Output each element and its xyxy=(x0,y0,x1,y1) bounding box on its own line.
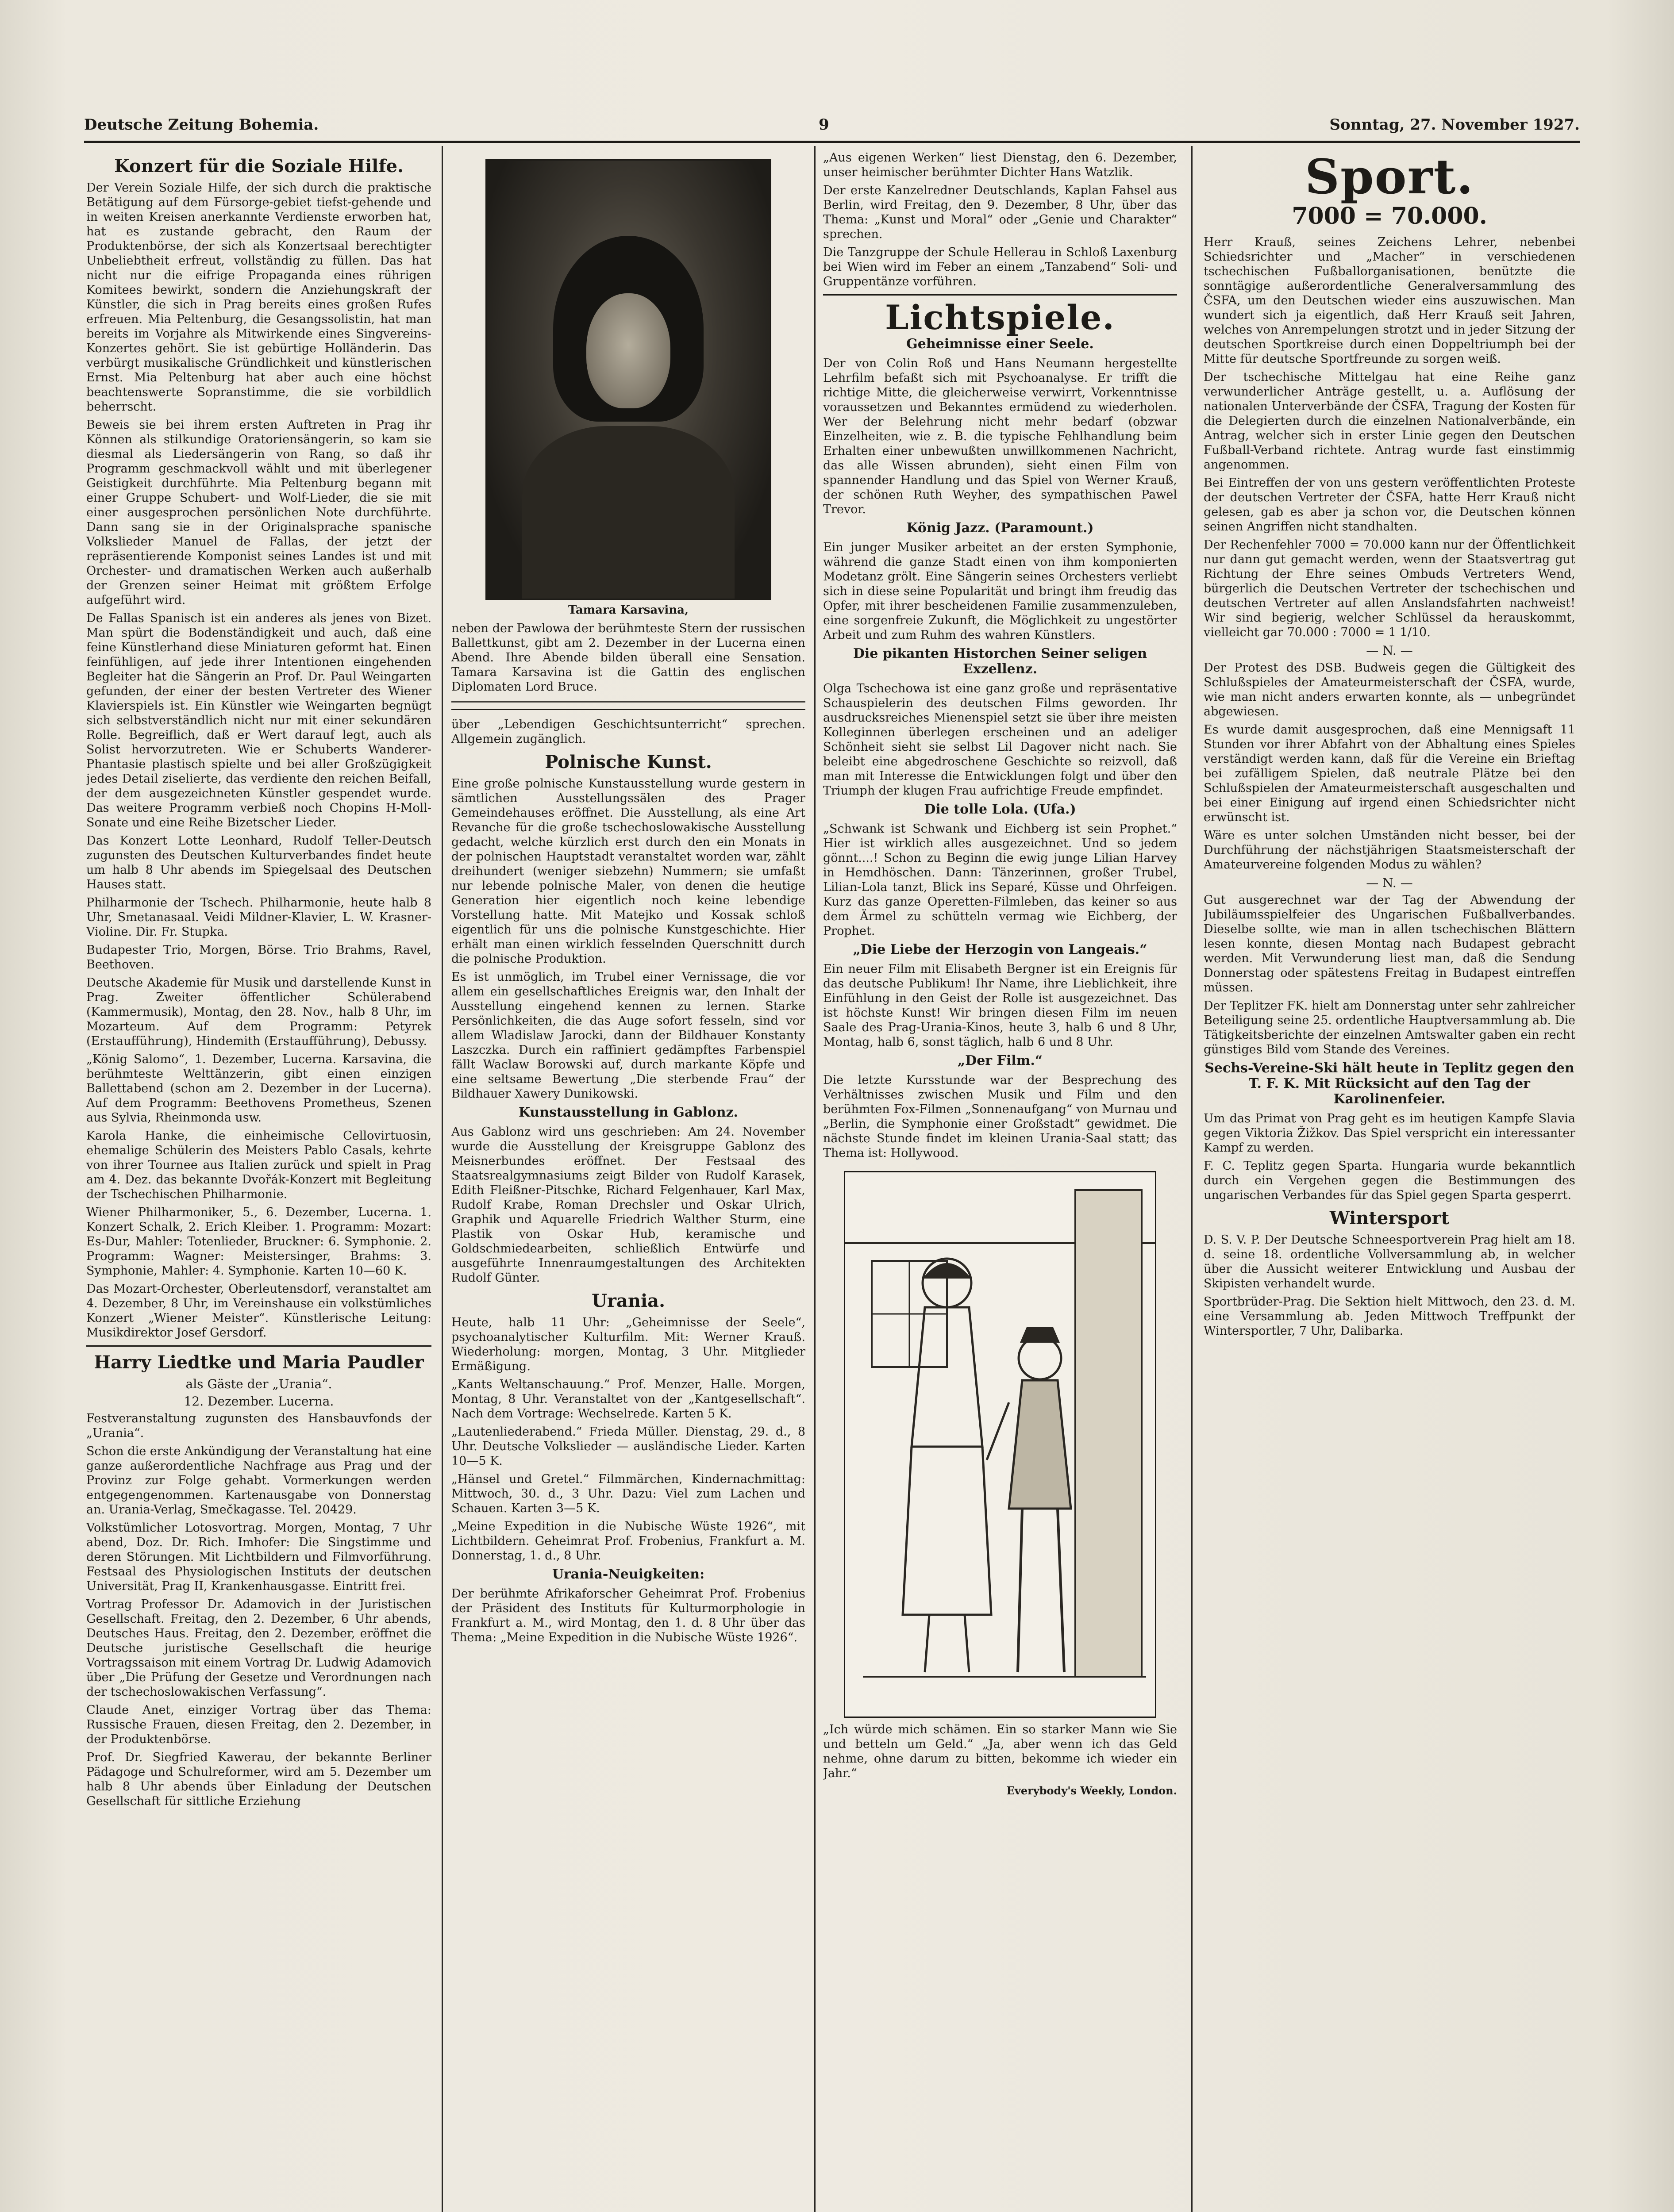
cartoon-drawing xyxy=(845,1172,1155,1717)
column-divider xyxy=(442,146,443,2212)
heading-concert: Konzert für die Soziale Hilfe. xyxy=(114,156,404,177)
notice-item: „Kants Weltanschauung.“ Prof. Menzer, Halle. Morgen, Montag, 8 Uhr. Veranstaltet von der „Kantgesellschaft“. Nach dem Vortrage: Wechselrede. Karten 5 K. xyxy=(451,1378,805,1421)
heading-liedtke: Harry Liedtke und Maria Paudler xyxy=(94,1352,424,1373)
photo-caption: Tamara Karsavina, xyxy=(568,603,689,617)
article-paragraph: Sportbrüder-Prag. Die Sektion hielt Mittwoch, den 23. d. M. eine Versammlung ab. Jeden Mittwoch Treffpunkt der Wintersportler, 7 Uhr, Dalibarka. xyxy=(1204,1295,1575,1338)
notice-item: Budapester Trio, Morgen, Börse. Trio Brahms, Ravel, Beethoven. xyxy=(86,943,431,972)
heading-der-film: „Der Film.“ xyxy=(957,1053,1043,1068)
article-paragraph: Die letzte Kursstunde war der Besprechung des Verhältnisses zwischen Musik und Film und den berühmten Fox-Filmen „Sonnenaufgang“ von Murnau und „Berlin, die Symphonie einer Großstadt“ gewidmet. Die nächste Stunde findet im kleinen Urania-Saal statt; das Thema ist: Hollywood. xyxy=(823,1073,1177,1160)
notice-item: Philharmonie der Tschech. Philharmonie, heute halb 8 Uhr, Smetanasaal. Veidi Mildner-Klavier, L. W. Krasner-Violine. Dir. Fr. Stupka. xyxy=(86,896,431,939)
heading-wintersport: Wintersport xyxy=(1329,1208,1450,1229)
heading-lichtspiele: Lichtspiele. xyxy=(885,298,1115,337)
date-liedtke: 12. Dezember. Lucerna. xyxy=(184,1394,334,1409)
masthead-rule xyxy=(84,141,1580,143)
article-paragraph: über „Lebendigen Geschichtsunterricht“ sprechen. Allgemein zugänglich. xyxy=(451,718,805,746)
article-paragraph: Ein neuer Film mit Elisabeth Bergner ist ein Ereignis für das deutsche Publikum! Ihr Name, ihre Lieblichkeit, ihre Einfühlung in den Geist der Rolle ist ausgezeichnet. Das ist höchste Kunst! Wir bringen diesen Film im neuen Saale des Prag-Urania-Kinos, heute 3, halb 6 und 8 Uhr, Montag, halb 6, sonst täglich, halb 6 und 8 Uhr. xyxy=(823,962,1177,1049)
notice-item: Das Mozart-Orchester, Oberleutensdorf, veranstaltet am 4. Dezember, 8 Uhr, im Vereinshause ein volkstümliches Konzert „Wiener Meister“. Künstlerische Leitung: Musikdirektor Josef Gersdorf. xyxy=(86,1282,431,1340)
notice-item: „Meine Expedition in die Nubische Wüste 1926“, mit Lichtbildern. Geheimrat Prof. Frobenius, Frankfurt a. M. Donnerstag, 1. d., 8 Uhr. xyxy=(451,1520,805,1563)
sport-formula: 7000 = 70.000. xyxy=(1292,203,1487,230)
article-paragraph: Um das Primat von Prag geht es im heutigen Kampfe Slavia gegen Viktoria Žižkov. Das Spiel verspricht ein interessanter Kampf zu werden. xyxy=(1204,1112,1575,1155)
masthead-date: Sonntag, 27. November 1927. xyxy=(1329,116,1580,134)
heading-herzogin: „Die Liebe der Herzogin von Langeais.“ xyxy=(853,942,1147,957)
cartoon-illustration xyxy=(844,1171,1156,1718)
masthead xyxy=(84,116,1580,137)
article-paragraph: Es wurde damit ausgesprochen, daß eine Mennigsaft 11 Stunden vor ihrer Abfahrt von der Abhaltung eines Spieles verständigt werden kann, daß für die Vereine ein Brieftag bei zufälligem Spielen, daß neutrale Plätze bei den Schlußspielen der Amateurmeisterschaft ausgeschalten und bei einer Einigung auf irgend einen Schiedsrichter nicht erwünscht ist. xyxy=(1204,723,1575,824)
notice-item: „Hänsel und Gretel.“ Filmmärchen, Kindernachmittag: Mittwoch, 30. d., 3 Uhr. Dazu: Viel zum Lachen und Schauen. Karten 3—5 K. xyxy=(451,1472,805,1515)
notice-item: Deutsche Akademie für Musik und darstellende Kunst in Prag. Zweiter öffentlicher Schülerabend (Kammermusik), Montag, den 28. Nov., halb 8 Uhr, im Mozarteum. Auf dem Programm: Petyrek (Erstaufführung), Hindemith (Erstaufführung), Debussy. xyxy=(86,976,431,1048)
article-paragraph: Beweis sie bei ihrem ersten Auftreten in Prag ihr Können als stilkundige Oratoriensängerin, so kam sie diesmal als Liedersängerin von Rang, so daß ihr Programm geschmackvoll wählt und mit überlegener Geistigkeit durchführte. Mia Peltenburg begann mit einer Gruppe Schubert- und Wolf-Lieder, die sie mit einer ausgesprochen persönlichen Note durchführte. Dann sang sie in der Originalsprache spanische Volkslieder Manuel de Fallas, der jetzt der repräsentierende Komponist seines Landes ist und mit Orchester- und dramatischen Werken auch außerhalb der Grenzen seiner Heimat mit größtem Erfolge aufgeführt wird. xyxy=(86,418,431,607)
notice-item: Prof. Dr. Siegfried Kawerau, der bekannte Berliner Pädagoge und Schulreformer, wird am 5. Dezember um halb 8 Uhr abends über Einladung der Deutschen Gesellschaft für sittliche Erziehung xyxy=(86,1751,431,1808)
notice-item: „Lautenliederabend.“ Frieda Müller. Dienstag, 29. d., 8 Uhr. Deutsche Volkslieder — ausländische Lieder. Karten 10—5 K. xyxy=(451,1425,805,1468)
article-paragraph: Der Protest des DSB. Budweis gegen die Gültigkeit des Schlußspieles der Amateurmeisterschaft der ČSFA, wurde, wie man nicht anders erwarten konnte, als — unbegründet abgewiesen. xyxy=(1204,661,1575,718)
notice-item: „Aus eigenen Werken“ liest Dienstag, den 6. Dezember, unser heimischer berühmter Dichter Hans Watzlik. xyxy=(823,151,1177,179)
article-paragraph: Der tschechische Mittelgau hat eine Reihe ganz verwunderlicher Anträge gestellt, u. a. Auflösung der nationalen Unterverbände der ČSFA, Tragung der Kosten für die Delegierten durch die einzelnen Nationalverbände, ein Antrag, welcher sich in erster Linie gegen den Deutschen Fußball-Verband richtete. Antrag wurde fast einstimmig angenommen. xyxy=(1204,370,1575,472)
column-divider xyxy=(1191,146,1193,2212)
column-3 xyxy=(823,150,1177,1801)
heading-gablonz: Kunstausstellung in Gablonz. xyxy=(519,1105,738,1120)
subheading-liedtke: als Gäste der „Urania“. xyxy=(185,1377,332,1391)
portrait-face xyxy=(586,293,670,408)
cartoon-credit: Everybody's Weekly, London. xyxy=(1006,1784,1177,1797)
article-paragraph: Wäre es unter solchen Umständen nicht besser, bei der Durchführung der nächstjährigen Staatsmeisterschaft der Amateurvereine folgenden Modus zu wählen? xyxy=(1204,829,1575,872)
article-paragraph: Herr Krauß, seines Zeichens Lehrer, nebenbei Schiedsrichter und „Macher“ in verschiedenen tschechischen Fußballorganisationen, benützte die sonntägige außerordentliche Generalversammlung des ČSFA, um den Deutschen wieder eins auszuwischen. Man wundert sich ja eigentlich, daß Herr Krauß seit Jahren, welches von Anrempelungen strotzt und in jeder Sitzung der deutschen Sportkreise durch einen Doppeltriumph bei der Mitte für deutsche Sportfreunde zu sorgen weiß. xyxy=(1204,235,1575,366)
notice-item: „König Salomo“, 1. Dezember, Lucerna. Karsavina, die berühmteste Welttänzerin, gibt einen einzigen Ballettabend (schon am 2. Dezember in der Lucerna). Auf dem Programm: Beethovens Prometheus, Szenen aus Sylvia, Rheinmonda usw. xyxy=(86,1052,431,1125)
article-paragraph: Der Teplitzer FK. hielt am Donnerstag unter sehr zahlreicher Beteiligung seine 25. ordentliche Hauptversammlung ab. Die Tätigkeitsberichte der einzelnen Amtswalter gaben ein recht günstiges Bild vom Stande des Vereines. xyxy=(1204,999,1575,1056)
notice-item: Das Konzert Lotte Leonhard, Rudolf Teller-Deutsch zugunsten des Deutschen Kulturverbandes findet heute um halb 8 Uhr abends im Spiegelsaal des Deutschen Hauses statt. xyxy=(86,834,431,891)
notice-item: Der berühmte Afrikaforscher Geheimrat Prof. Frobenius der Präsident des Instituts für Kulturmorphologie in Frankfurt a. M., wird Montag, den 1. d. 8 Uhr über das Thema: „Meine Expedition in die Nubische Wüste 1926“. xyxy=(451,1587,805,1644)
notice-item: Karola Hanke, die einheimische Cellovirtuosin, ehemalige Schülerin des Meisters Pablo Casals, kehrte von ihrer Tournee aus Italien zurück und spielt in Prag am 4. Dez. das bekannte Dvořák-Konzert mit Begleitung der Tschechischen Philharmonie. xyxy=(86,1129,431,1201)
article-paragraph: Gut ausgerechnet war der Tag der Abwendung der Jubiläumsspielfeier des Ungarischen Fußballverbandes. Dieselbe sollte, wie man in allen tschechischen Blättern lesen konnte, diesen Montag nach Budapest gebracht werden. Mit Verwunderung liest man, daß die Sendung Donnerstag oder spätestens Freitag in Budapest eintreffen müssen. xyxy=(1204,893,1575,995)
column-1 xyxy=(86,150,431,1812)
section-rule xyxy=(86,1345,431,1347)
article-paragraph: Es ist unmöglich, im Trubel einer Vernissage, die vor allem ein gesellschaftliches Ereignis war, den Inhalt der Ausstellung eingehend kennen zu lernen. Starke Persönlichkeiten, die das Auge sofort fesseln, sind vor allem Wladislaw Jarocki, dann der Bildhauer Konstanty Laszczka. Durch ein raffiniert gedämpftes Farbenspiel fällt Waclaw Borowski auf, durch markante Köpfe und eine seltsame Bewertung „Die sterbende Frau“ der Bildhauer Xawery Dunikowski. xyxy=(451,970,805,1101)
article-paragraph: Der von Colin Roß und Hans Neumann hergestellte Lehrfilm befaßt sich mit Psychoanalyse. Er trifft die richtige Mitte, die gleicherweise verwirrt, Vorkenntnisse voraussetzen und Bekanntes ermüdend zu wiederholen. Wer der Belehrung nicht mehr bedarf (obzwar Einzelheiten, wie z. B. die typische Fehlhandlung beim Erhalten einer unbewußten unwillkommenen Nachricht, das alle Wissen abrunden), sieht einen Film von spannender Handlung und das Spiel von Werner Krauß, der schönen Ruth Weyher, des sympathischen Pawel Trevor. xyxy=(823,357,1177,516)
article-paragraph: Ein junger Musiker arbeitet an der ersten Symphonie, während die ganze Stadt einen von ihm komponierten Modetanz grölt. Eine Sängerin seines Orchesters verliebt sich in diese seine Popularität und bringt ihm freudig das Opfer, mit ihrer bescheidenen Familie zusammenzuleben, eine sorgenfreie Zukunft, die Möglichkeit zu ungestörter Arbeit und zum Ruhm des wahren Künstlers. xyxy=(823,541,1177,642)
cartoon-caption: „Ich würde mich schämen. Ein so starker Mann wie Sie und betteln um Geld.“ „Ja, aber wenn ich das Geld nehme, ohne darum zu bitten, bekomme ich wieder ein Jahr.“ xyxy=(823,1723,1177,1780)
heading-geheimnisse: Geheimnisse einer Seele. xyxy=(906,336,1094,352)
notice-item: Wiener Philharmoniker, 5., 6. Dezember, Lucerna. 1. Konzert Schalk, 2. Erich Kleiber. 1. Programm: Mozart: Es-Dur, Mahler: Totenlieder, Bruckner: 6. Symphonie. 2. Programm: Wagner: Meistersinger, Brahms: 3. Symphonie, Mahler: 4. Symphonie. Karten 10—60 K. xyxy=(86,1206,431,1278)
article-paragraph: Eine große polnische Kunstausstellung wurde gestern in sämtlichen Ausstellungssälen des Prager Gemeindehauses eröffnet. Die Ausstellung, als eine Art Revanche für die große tschechoslowakische Ausstellung gedacht, welche kürzlich erst durch den ein Monats in der polnischen Hauptstadt veranstaltet worden war, zählt dreihundert (weniger siebzehn) Nummern; sie umfaßt nur lebende polnische Maler, von denen die heutige Generation hier eigentlich noch keine lebendige Vorstellung hatte. Mit Matejko und Kossak schloß eigentlich für uns die polnische Kunstgeschichte. Hier erhält man einen wirklich fesselnden Querschnitt durch die polnische Produktion. xyxy=(451,777,805,966)
portrait-photo xyxy=(485,159,771,600)
heading-urania-news: Urania-Neuigkeiten: xyxy=(552,1567,705,1582)
article-paragraph: Der Rechenfehler 7000 = 70.000 kann nur der Öffentlichkeit nur dann gut gemacht werden, wenn der Staatsvertrag gut Richtung der Ehre seines Ombuds Vertreters Wend, bürgerlich die Deutschen Vertreter der tschechischen und deutschen Vertreter auf allen Anslandsfahrten nachweist! Wir sind begierig, welcher Schlüssel da herauskommt, vielleicht gar 70.000 : 7000 = 1 1/10. xyxy=(1204,538,1575,639)
notice-item: Vortrag Professor Dr. Adamovich in der Juristischen Gesellschaft. Freitag, den 2. Dezember, 6 Uhr abends, Deutsches Haus. Freitag, den 2. Dezember, eröffnet die Deutsche juristische Gesellschaft die heurige Vortragssaison mit einem Vortrag Dr. Ludwig Adamovich über „Die Prüfung der Gesetze und Verordnungen nach der tschechoslowakischen Verfassung“. xyxy=(86,1598,431,1699)
article-paragraph: Olga Tschechowa ist eine ganz große und repräsentative Schauspielerin des deutschen Films geworden. Ihr ausdrucksreiches Mienenspiel setzt sie über ihre meisten Kolleginnen überlegen erscheinen und an adeliger Schönheit sieht sie selbst Lil Dagover nicht nach. Sie beleibt eine abgedroschene Geschichte so reizvoll, daß man mit Interesse die Entwicklungen folgt und über den Triumph der klugen Frau aufrichtige Freude empfindet. xyxy=(823,682,1177,798)
article-paragraph: neben der Pawlowa der berühmteste Stern der russischen Ballettkunst, gibt am 2. Dezember in der Lucerna einen Abend. Ihre Abende bilden überall eine Sensation. Tamara Karsavina ist die Gattin des englischen Diplomaten Lord Bruce. xyxy=(451,622,805,694)
article-paragraph: „Schwank ist Schwank und Eichberg ist sein Prophet.“ Hier ist wirklich alles ausgezeichnet. Und so jedem gönnt....! Schon zu Beginn die ewig junge Lilian Harvey in Hemdhöschen. Dann: Tänzerinnen, großer Trubel, Lilian-Lola tanzt, Blick ins Separé, Küsse und Ohrfeigen. Kurz das ganze Operetten-Filmleben, das keiner so aus dem Ärmel zu schütteln vermag wie Eichberg, der Prophet. xyxy=(823,822,1177,938)
article-paragraph: Aus Gablonz wird uns geschrieben: Am 24. November wurde die Ausstellung der Kreisgruppe Gablonz des Meisnerbundes eröffnet. Der Festsaal des Staatsrealgymnasiums zeigt Bilder von Rudolf Karasek, Edith Fleißner-Pitschke, Richard Felgenhauer, Karl Max, Rudolf Krabe, Roman Drechsler und Oskar Ulrich, Graphik und Aquarelle Friedrich Walther Sturm, eine Plastik von Oskar Hub, keramische und Goldschmiedearbeiten, schließlich Entwürfe und ausgeführte Innenraumgestaltungen des Architekten Rudolf Günter. xyxy=(451,1125,805,1285)
column-2 xyxy=(451,150,805,1648)
heading-urania: Urania. xyxy=(592,1290,665,1311)
notice-item: Volkstümlicher Lotosvortrag. Morgen, Montag, 7 Uhr abend, Doz. Dr. Rich. Imhofer: Die Singstimme und deren Störungen. Mit Lichtbildern und Filmvorführung. Festsaal des Physiologischen Instituts der deutschen Universität, Prag II, Krankenhausgasse. Eintritt frei. xyxy=(86,1521,431,1593)
notice-item: Claude Anet, einziger Vortrag über das Thema: Russische Frauen, diesen Freitag, den 2. Dezember, in der Produktenbörse. xyxy=(86,1703,431,1746)
heading-tolle-lola: Die tolle Lola. (Ufa.) xyxy=(924,802,1076,817)
article-paragraph: Der Verein Soziale Hilfe, der sich durch die praktische Betätigung auf dem Fürsorge-gebiet tiefst-gehende und in weiten Kreisen anerkannte Verdienste erworben hat, hat es zustande gebracht, den Raum der Produktenbörse, der sich als Konzertsaal berechtigter Unbeliebtheit erfreut, vollständig zu füllen. Das hat nicht nur die eifrige Propaganda eines rührigen Komitees bewirkt, sondern die Anziehungskraft der Künstler, die sich in Prag bereits eines großen Rufes erfreuen. Mia Peltenburg, die Gesangssolistin, hat man bereits im Vorjahre als Mitwirkende eines Singvereins-Konzertes gehört. Sie ist gebürtige Holländerin. Das verbürgt musikalische Gründlichkeit und künstlerischen Ernst. Mia Peltenburg hat aber auch eine höchst beachtenswerte Sopranstimme, die sie vorbildlich beherrscht. xyxy=(86,181,431,414)
masthead-page-number: 9 xyxy=(819,116,829,134)
article-paragraph: Bei Eintreffen der von uns gestern veröffentlichten Proteste der deutschen Vertreter der ČSFA, hatte Herr Krauß nicht gelesen, gab es aber ja schon vor, die Deutschen können seinen Angriffen nicht standhalten. xyxy=(1204,476,1575,534)
article-paragraph: F. C. Teplitz gegen Sparta. Hungaria wurde bekanntlich durch ein Vergehen gegen die Bestimmungen des ungarischen Verbandes für das Spiel gegen Sparta gesperrt. xyxy=(1204,1159,1575,1202)
column-4 xyxy=(1204,150,1575,1342)
author-signature: — N. — xyxy=(1366,876,1413,890)
notice-item: Die Tanzgruppe der Schule Hellerau in Schloß Laxenburg bei Wien wird im Feber an einem „Tanzabend“ Soli- und Gruppentänze vorführen. xyxy=(823,246,1177,288)
heading-pikanten: Die pikanten Historchen Seiner seligen Exzellenz. xyxy=(853,646,1147,677)
column-divider xyxy=(814,146,816,2212)
notice-item: Heute, halb 11 Uhr: „Geheimnisse der Seele“, psychoanalytischer Kulturfilm. Mit: Werner Krauß. Wiederholung: morgen, Montag, 3 Uhr. Mitglieder Ermäßigung. xyxy=(451,1316,805,1373)
heading-koenig-jazz: König Jazz. (Paramount.) xyxy=(906,520,1094,536)
notice-item: Der erste Kanzelredner Deutschlands, Kaplan Fahsel aus Berlin, wird Freitag, den 9. Dezember, 8 Uhr, über das Thema: „Kunst und Moral“ oder „Genie und Charakter“ sprechen. xyxy=(823,184,1177,241)
article-paragraph: De Fallas Spanisch ist ein anderes als jenes von Bizet. Man spürt die Bodenständigkeit und auch, daß eine feine Künstlerhand diese Miniaturen geformt hat. Einen feinfühligen, auf jede ihrer Intentionen eingehenden Begleiter hat die Sängerin an Prof. Dr. Paul Weingarten gefunden, der einer der besten Vertreter des Wiener Klavierspiels ist. Ein Künstler wie Weingarten begnügt sich selbstverständlich nicht nur mit einer sekundären Rolle. Begreiflich, daß er Wert darauf legt, auch als Solist hervorzutreten. Wie er Schuberts Wanderer-Phantasie plastisch spielte und bei aller Großzügigkeit jedes Detail ziselierte, das verdiente den reichen Beifall, der dem ausgezeichneten Künstler gespendet wurde. Das weitere Programm verbieß noch Chopins H-Moll-Sonate und eine Reihe Bizetscher Lieder. xyxy=(86,611,431,830)
article-paragraph: Schon die erste Ankündigung der Veranstaltung hat eine ganze außerordentliche Nachfrage aus Prag und der Provinz zur Folge gehabt. Vormerkungen werden entgegengenommen. Kartenausgabe von Donnerstag an. Urania-Verlag, Smečkagasse. Tel. 20429. xyxy=(86,1444,431,1517)
article-paragraph: Festveranstaltung zugunsten des Hansbauvfonds der „Urania“. xyxy=(86,1412,431,1440)
portrait-body xyxy=(522,426,735,599)
article-paragraph: D. S. V. P. Der Deutsche Schneesportverein Prag hielt am 18. d. seine 18. ordentliche Vollversammlung ab, in welcher über die Aussicht weiterer Entwicklung und Ausbau der Skipisten verhandelt wurde. xyxy=(1204,1233,1575,1290)
masthead-paper-name: Deutsche Zeitung Bohemia. xyxy=(84,116,319,134)
ornamental-divider xyxy=(451,701,805,710)
heading-sechs-vereine: Sechs-Vereine-Ski hält heute in Teplitz gegen den T. F. K. Mit Rücksicht auf den Tag der Karolinenfeier. xyxy=(1205,1060,1574,1107)
author-signature: — N. — xyxy=(1366,643,1413,658)
heading-polish-art: Polnische Kunst. xyxy=(545,752,712,772)
heading-sport: Sport. xyxy=(1305,150,1474,205)
section-rule xyxy=(823,294,1177,296)
